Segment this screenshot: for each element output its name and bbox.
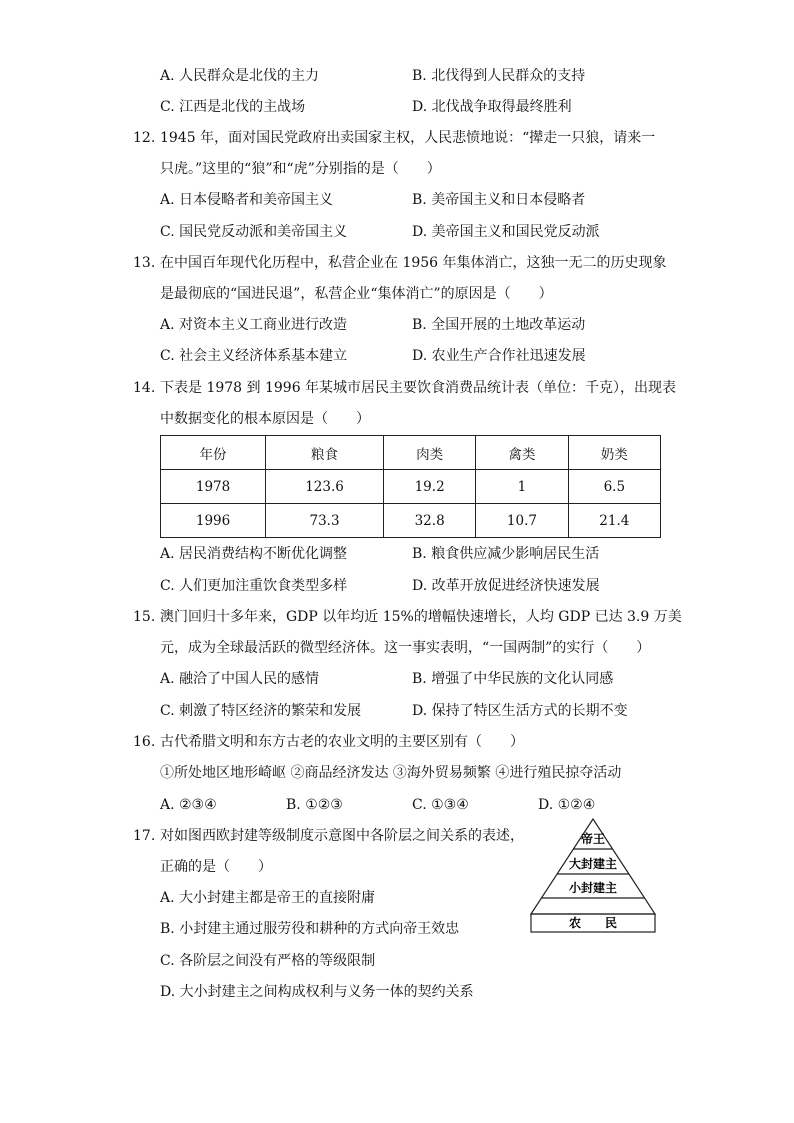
q17-number: 17. xyxy=(133,828,156,844)
pyramid-level-emperor: 帝王 xyxy=(580,832,606,846)
table-cell: 73.3 xyxy=(266,504,384,538)
q13-stem-line1: 在中国百年现代化历程中，私营企业在 1956 年集体消亡，这独一无二的历史现象 xyxy=(160,255,667,271)
q17-stem-line2: 正确的是（ ） xyxy=(160,859,272,875)
q13-option-d: D. 农业生产合作社迅速发展 xyxy=(412,348,586,364)
q15-option-a: A. 融洽了中国人民的感情 xyxy=(160,671,320,687)
q12-option-d: D. 美帝国主义和国民党反动派 xyxy=(412,224,600,240)
q15-stem-line2: 元，成为全球最活跃的微型经济体。这一事实表明，“一国两制”的实行（ ） xyxy=(160,640,651,656)
table-cell: 21.4 xyxy=(568,504,660,538)
q16-option-b: B. ①②③ xyxy=(286,797,343,813)
pyramid-level-peasants: 农 民 xyxy=(568,916,618,930)
q15-option-d: D. 保持了特区生活方式的长期不变 xyxy=(412,703,628,719)
q17-option-c: C. 各阶层之间没有严格的等级限制 xyxy=(160,953,376,969)
feudal-hierarchy-pyramid xyxy=(530,818,660,936)
q11-option-b: B. 北伐得到人民群众的支持 xyxy=(412,68,586,84)
table-header-cell: 年份 xyxy=(161,436,266,470)
pyramid-level-great-lords: 大封建主 xyxy=(568,857,618,871)
q12-stem-line2: 只虎。”这里的“狼”和“虎”分别指的是（ ） xyxy=(160,161,441,177)
q15-option-b: B. 增强了中华民族的文化认同感 xyxy=(412,671,614,687)
table-cell: 10.7 xyxy=(476,504,568,538)
q16-number: 16. xyxy=(133,734,156,750)
table-cell: 32.8 xyxy=(383,504,475,538)
table-header-row xyxy=(161,436,661,470)
table-cell: 123.6 xyxy=(266,470,384,504)
q17-option-b: B. 小封建主通过服劳役和耕种的方式向帝王效忠 xyxy=(160,921,460,937)
q14-option-d: D. 改革开放促进经济快速发展 xyxy=(412,578,600,594)
q13-number: 13. xyxy=(133,255,156,271)
q12-option-c: C. 国民党反动派和美帝国主义 xyxy=(160,224,348,240)
table-header-cell: 禽类 xyxy=(476,436,568,470)
q14-option-b: B. 粮食供应减少影响居民生活 xyxy=(412,546,600,562)
q12-stem-line1: 1945 年，面对国民党政府出卖国家主权，人民悲愤地说：“撵走一只狼，请来一 xyxy=(160,130,656,146)
q11-option-a: A. 人民群众是北伐的主力 xyxy=(160,68,320,84)
pyramid-level-lesser-lords: 小封建主 xyxy=(568,881,618,895)
q16-stem-line2: ①所处地区地形崎岖 ②商品经济发达 ③海外贸易频繁 ④进行殖民掠夺活动 xyxy=(160,765,622,781)
q14-option-c: C. 人们更加注重饮食类型多样 xyxy=(160,578,348,594)
table-cell: 19.2 xyxy=(383,470,475,504)
table-row xyxy=(161,470,661,504)
table-header-cell: 肉类 xyxy=(383,436,475,470)
q14-number: 14. xyxy=(133,380,156,396)
table-cell: 6.5 xyxy=(568,470,660,504)
consumption-table xyxy=(160,435,661,538)
table-cell: 1978 xyxy=(161,470,266,504)
q11-option-c: C. 江西是北伐的主战场 xyxy=(160,99,306,115)
q17-option-d: D. 大小封建主之间构成权利与义务一体的契约关系 xyxy=(160,984,474,1000)
table-row xyxy=(161,504,661,538)
q17-stem-line1: 对如图西欧封建等级制度示意图中各阶层之间关系的表述， xyxy=(160,828,524,844)
q13-option-c: C. 社会主义经济体系基本建立 xyxy=(160,348,348,364)
q14-stem-line2: 中数据变化的根本原因是（ ） xyxy=(160,411,370,427)
q12-option-b: B. 美帝国主义和日本侵略者 xyxy=(412,192,586,208)
q16-stem-line1: 古代希腊文明和东方古老的农业文明的主要区别有（ ） xyxy=(160,734,524,750)
table-cell: 1 xyxy=(476,470,568,504)
q14-stem-line1: 下表是 1978 到 1996 年某城市居民主要饮食消费品统计表（单位：千克），出现表 xyxy=(160,380,677,396)
q15-option-c: C. 刺激了特区经济的繁荣和发展 xyxy=(160,703,362,719)
table-cell: 1996 xyxy=(161,504,266,538)
q11-option-d: D. 北伐战争取得最终胜利 xyxy=(412,99,572,115)
q16-option-c: C. ①③④ xyxy=(412,797,469,813)
q14-option-a: A. 居民消费结构不断优化调整 xyxy=(160,546,348,562)
q15-stem-line1: 澳门回归十多年来，GDP 以年均近 15%的增幅快速增长，人均 GDP 已达 3.9 万美 xyxy=(160,609,682,625)
q16-option-a: A. ②③④ xyxy=(160,797,217,813)
q13-option-b: B. 全国开展的土地改革运动 xyxy=(412,317,586,333)
q15-number: 15. xyxy=(133,609,156,625)
q13-option-a: A. 对资本主义工商业进行改造 xyxy=(160,317,348,333)
q16-option-d: D. ①②④ xyxy=(538,797,596,813)
q12-number: 12. xyxy=(133,130,156,146)
q12-option-a: A. 日本侵略者和美帝国主义 xyxy=(160,192,334,208)
q17-option-a: A. 大小封建主都是帝王的直接附庸 xyxy=(160,890,376,906)
table-header-cell: 粮食 xyxy=(266,436,384,470)
table-header-cell: 奶类 xyxy=(568,436,660,470)
q13-stem-line2: 是最彻底的“国进民退”，私营企业“集体消亡”的原因是（ ） xyxy=(160,286,553,302)
